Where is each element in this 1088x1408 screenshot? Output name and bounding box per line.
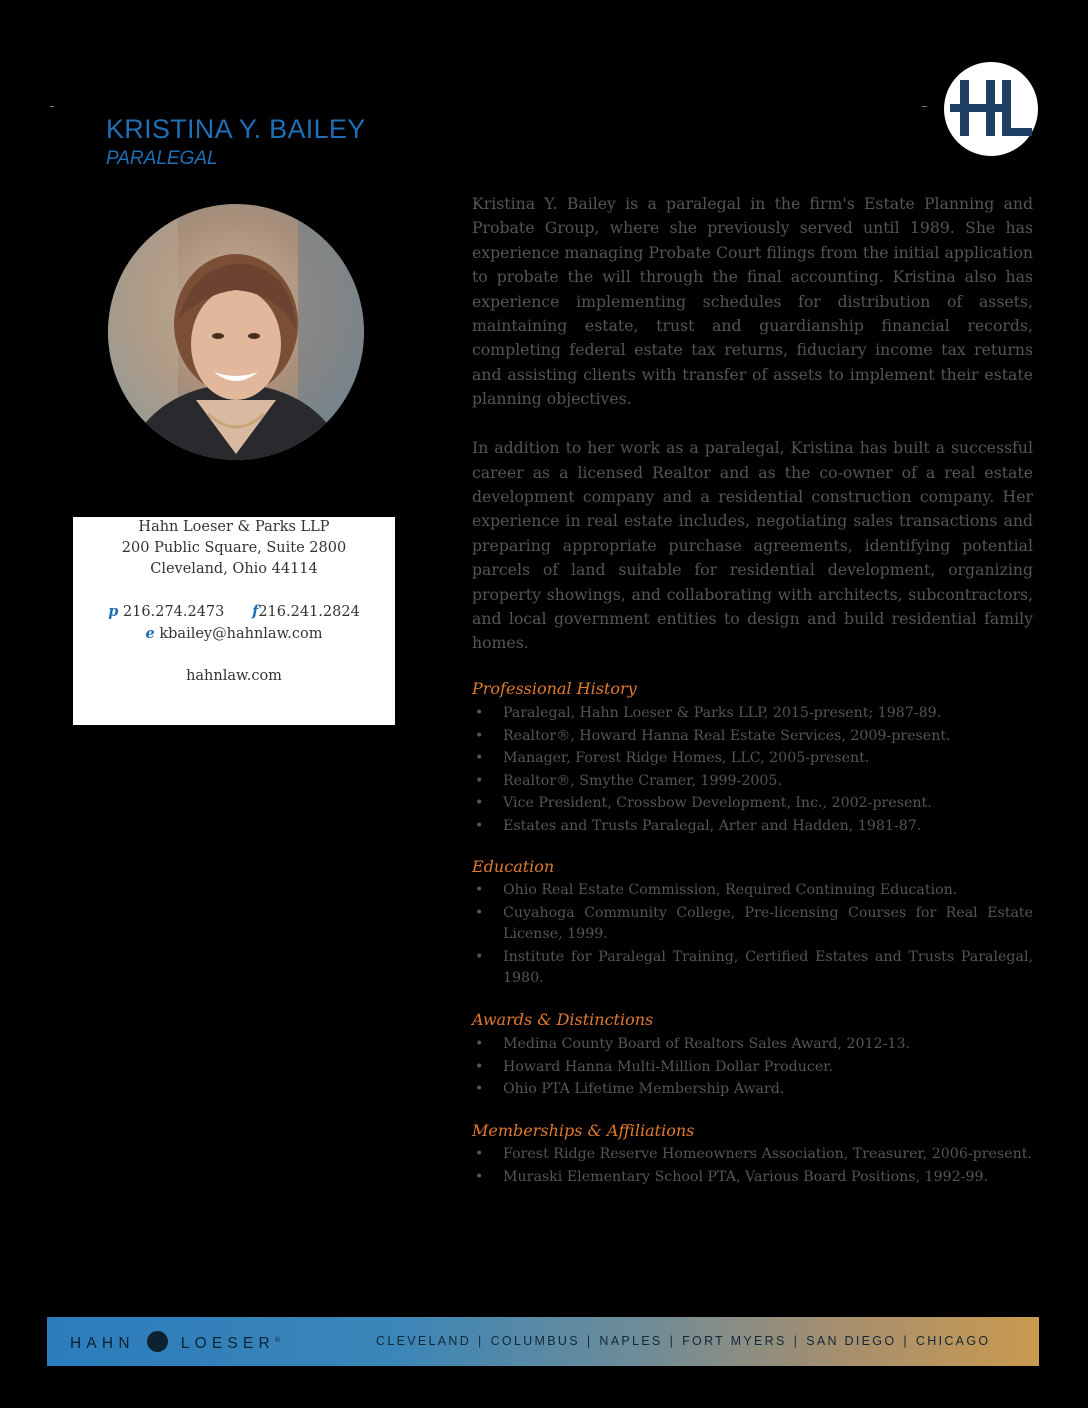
city-chicago: CHICAGO [915,1334,991,1348]
email-row [73,623,395,645]
corner-tick-right [922,106,927,107]
list-item: • Forest Ridge Reserve Homeowners Association, Treasurer, 2006-present. [472,1144,1033,1166]
awards-list [472,1034,1033,1102]
website-link[interactable]: hahnlaw.com [186,668,282,684]
list-item: • Muraski Elementary School PTA, Various Board Positions, 1992-99. [472,1167,1033,1189]
office-cities [376,1334,990,1348]
brand-right: LOESER [180,1335,275,1352]
list-item: • Cuyahoga Community College, Pre-licensing Courses for Real Estate License, 1999. [472,903,1033,946]
education-list [472,880,1033,991]
list-item: • Vice President, Crossbow Development, Inc., 2002-present. [472,793,1033,815]
section-title-awards: Awards & Distinctions [472,1010,654,1029]
brand-left: HAHN [70,1335,135,1352]
memberships-list [472,1144,1033,1189]
person-title: PARALEGAL [106,148,218,169]
separator: | [478,1334,484,1348]
separator: | [903,1334,909,1348]
city-fort-myers: FORT MYERS [682,1334,787,1348]
list-item: • Manager, Forest Ridge Homes, LLC, 2005-present. [472,748,1033,770]
portrait-photo [108,204,364,460]
address-line-2: Cleveland, Ohio 44114 [150,561,318,577]
city-naples: NAPLES [599,1334,663,1348]
contact-card [73,517,395,725]
fax-label: f [252,603,259,620]
city-cleveland: CLEVELAND [376,1334,472,1348]
fax-number: 216.241.2824 [258,604,360,620]
separator: | [669,1334,676,1348]
bio-paragraph-2: In addition to her work as a paralegal, Kristina has built a successful career as a licensed Realtor and as the co-owner of a real estate development company and a residential construction company. Her experience in real estate includes, negotiating sales transactions and preparing appropriate purchase agreements, identifying potential parcels of land suitable for residential development, organizing property showings, and collaborating with architects, subcontractors, and local government entities to design and build residential family homes. [472,438,1033,653]
footer-banner [47,1317,1039,1366]
registered-mark: ® [274,1336,281,1344]
bio-paragraph-1: Kristina Y. Bailey is a paralegal in the firm's Estate Planning and Probate Group, where she previously served until 1989. She has experience managing Probate Court filings from the initial application to probate the will through the final accounting. Kristina also has experience implementing schedules for distribution of assets, maintaining estate, trust and guardianship financial records, completing federal estate tax returns, fiduciary income tax returns and assisting clients with transfer of assets to implement their estate planning objectives. [472,194,1033,409]
list-item: • Howard Hanna Multi-Million Dollar Producer. [472,1057,1033,1079]
footer-brand [70,1331,280,1353]
history-list [472,703,1033,839]
list-item: • Ohio Real Estate Commission, Required Continuing Education. [472,880,1033,902]
separator: | [793,1334,800,1348]
list-item: • Ohio PTA Lifetime Membership Award. [472,1079,1033,1101]
list-item: • Realtor®, Howard Hanna Real Estate Services, 2009-present. [472,726,1033,748]
section-title-memberships: Memberships & Affiliations [472,1121,695,1140]
firm-name: Hahn Loeser & Parks LLP [138,519,330,535]
phone-label: p [108,603,119,620]
phone-fax-row [73,601,395,623]
phone-number[interactable]: 216.274.2473 [122,604,225,620]
email-label: e [145,625,155,642]
address-line-1: 200 Public Square, Suite 2800 [121,540,347,556]
city-san-diego: SAN DIEGO [806,1334,897,1348]
separator: | [586,1334,593,1348]
email-link[interactable]: kbailey@hahnlaw.com [159,626,323,642]
list-item: • Paralegal, Hahn Loeser & Parks LLP, 2015-present; 1987-89. [472,703,1033,725]
section-title-education: Education [472,857,555,876]
city-columbus: COLUMBUS [490,1334,580,1348]
corner-tick-left [50,106,54,107]
person-name: KRISTINA Y. BAILEY [106,114,366,144]
list-item: • Realtor®, Smythe Cramer, 1999-2005. [472,771,1033,793]
section-title-history: Professional History [472,679,637,698]
hl-monogram-icon [147,1331,168,1352]
hl-monogram-icon [944,62,1038,156]
biography [472,192,1033,680]
list-item: • Institute for Paralegal Training, Certified Estates and Trusts Paralegal, 1980. [472,947,1033,990]
list-item: • Estates and Trusts Paralegal, Arter and Hadden, 1981-87. [472,816,1033,838]
list-item: • Medina County Board of Realtors Sales Award, 2012-13. [472,1034,1033,1056]
